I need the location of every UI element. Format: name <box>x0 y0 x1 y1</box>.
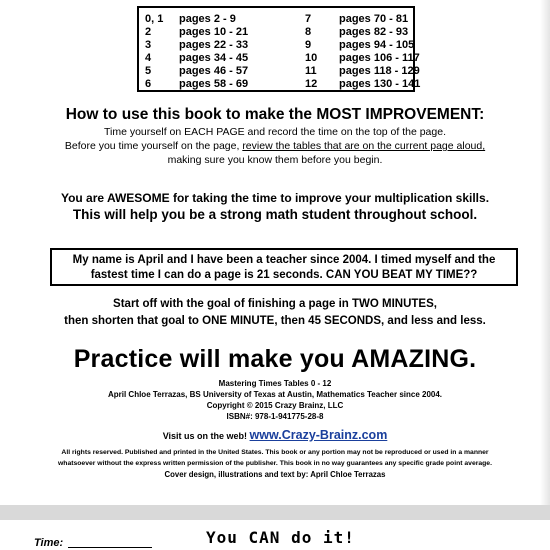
teacher-line-2: fastest time I can do a page is 21 seconds. CAN YOU BEAT MY TIME?? <box>90 269 478 281</box>
howto-line-1: Time yourself on EACH PAGE and record the time on the top of the page. <box>103 126 446 138</box>
teacher-challenge-box <box>50 248 518 286</box>
toc-row <box>305 26 420 39</box>
tables-index-left-column <box>145 13 248 91</box>
howto-line-2-text: Before you time yourself on the page, <box>64 140 243 152</box>
book-author: April Chloe Terrazas, BS University of Texas at Austin, Mathematics Teacher since 2004. <box>107 390 443 399</box>
toc-row <box>145 26 248 39</box>
toc-table-number: 9 <box>305 39 312 51</box>
toc-table-number: 8 <box>305 26 312 38</box>
toc-table-number: 12 <box>305 78 318 90</box>
page-edge-shadow <box>540 0 550 505</box>
toc-row <box>305 13 420 26</box>
website-line <box>0 428 550 442</box>
toc-page-range: pages 58 - 69 <box>179 78 249 90</box>
next-page-top <box>0 520 550 550</box>
howto-line-2 <box>0 139 550 153</box>
practice-slogan: Practice will make you AMAZING. <box>73 345 477 373</box>
goal-line-1: Start off with the goal of finishing a page in TWO MINUTES, <box>113 298 437 310</box>
howto-review-instruction: review the tables that are on the current page aloud, <box>242 140 486 152</box>
toc-table-number: 10 <box>305 52 318 64</box>
toc-table-number: 2 <box>145 26 152 38</box>
toc-page-range: pages 34 - 45 <box>179 52 249 64</box>
toc-page-range: pages 94 - 105 <box>339 39 415 51</box>
toc-table-number: 6 <box>145 78 152 90</box>
website-label: Visit us on the web! <box>162 431 250 441</box>
toc-page-range: pages 106 - 117 <box>339 52 420 64</box>
toc-page-range: pages 130 - 141 <box>339 78 421 90</box>
goal-line-2: then shorten that goal to ONE MINUTE, then 45 SECONDS, and less and less. <box>64 315 486 327</box>
toc-table-number: 7 <box>305 13 312 25</box>
toc-row <box>145 52 248 65</box>
encouragement-heading: You CAN do it! <box>206 528 355 547</box>
toc-row <box>145 78 248 91</box>
toc-row <box>305 52 420 65</box>
legal-line-2: whatsoever without the express written permission of the publisher. This book in no way guarantees any specific grade point average. <box>58 460 492 467</box>
toc-page-range: pages 2 - 9 <box>179 13 236 25</box>
toc-row <box>145 39 248 52</box>
toc-page-range: pages 82 - 93 <box>339 26 409 38</box>
legal-line-1: All rights reserved. Published and printed in the United States. This book or any portion may not be reproduced or used in a manner <box>61 449 489 456</box>
website-link[interactable]: www.Crazy-Brainz.com <box>249 428 388 442</box>
teacher-line-1: My name is April and I have been a teacher since 2004. I timed myself and the <box>72 254 496 266</box>
time-entry-line <box>68 547 152 548</box>
book-title: Mastering Times Tables 0 - 12 <box>218 379 332 388</box>
toc-page-range: pages 70 - 81 <box>339 13 409 25</box>
awesome-line-1: You are AWESOME for taking the time to improve your multiplication skills. <box>60 191 490 205</box>
page-gap <box>0 505 550 520</box>
toc-page-range: pages 22 - 33 <box>179 39 249 51</box>
toc-table-number: 3 <box>145 39 152 51</box>
toc-row <box>145 65 248 78</box>
toc-page-range: pages 10 - 21 <box>179 26 249 38</box>
toc-table-number: 4 <box>145 52 152 64</box>
toc-table-number: 11 <box>305 65 317 77</box>
cover-credit: Cover design, illustrations and text by: April Chloe Terrazas <box>164 470 386 479</box>
toc-row <box>305 39 420 52</box>
toc-row <box>145 13 248 26</box>
toc-page-range: pages 118 - 129 <box>339 65 420 77</box>
book-isbn: ISBN#: 978-1-941775-28-8 <box>226 412 324 421</box>
toc-table-number: 0, 1 <box>145 13 164 25</box>
toc-row <box>305 65 420 78</box>
awesome-line-2: This will help you be a strong math student throughout school. <box>72 207 478 222</box>
howto-line-3: making sure you know them before you begin. <box>167 154 383 166</box>
book-copyright: Copyright © 2015 Crazy Brainz, LLC <box>206 401 344 410</box>
toc-page-range: pages 46 - 57 <box>179 65 249 77</box>
howto-heading: How to use this book to make the MOST IMPROVEMENT: <box>65 106 485 123</box>
tables-index-right-column <box>305 13 420 91</box>
toc-row <box>305 78 420 91</box>
time-label: Time: <box>34 537 64 549</box>
toc-table-number: 5 <box>145 65 152 77</box>
tables-index <box>137 6 421 92</box>
